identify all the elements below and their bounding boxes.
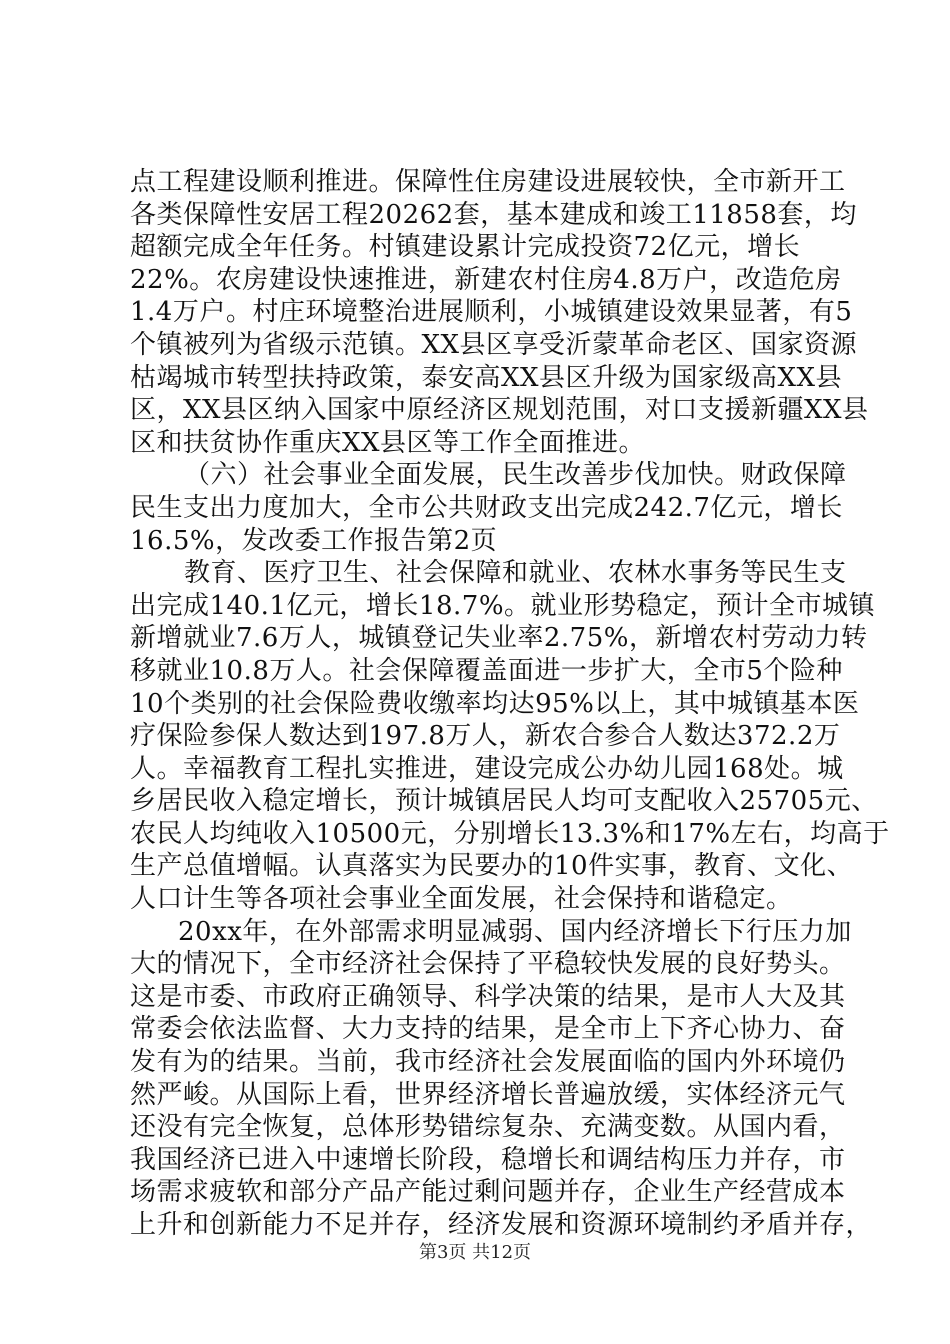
text-line: 点工程建设顺利推进。保障性住房建设进展较快，全市新开工 xyxy=(130,167,846,197)
text-line: 区，XX县区纳入国家中原经济区规划范围，对口支援新疆XX县 xyxy=(130,395,869,426)
text-line: 人口计生等各项社会事业全面发展，社会保持和谐稳定。 xyxy=(130,884,793,915)
text-line: 我国经济已进入中速增长阶段，稳增长和调结构压力并存，市 xyxy=(130,1144,846,1175)
text-line: 大的情况下，全市经济社会保持了平稳较快发展的良好势头。 xyxy=(130,949,846,980)
text-line: 疗保险参保人数达到197.8万人，新农合参合人数达372.2万 xyxy=(130,721,841,752)
section-heading-line: （六）社会事业全面发展，民生改善步伐加快。财政保障 xyxy=(184,460,847,491)
text-line: 人。幸福教育工程扎实推进，建设完成公办幼儿园168处。城 xyxy=(130,753,844,784)
text-line: 农民人均纯收入10500元，分别增长13.3%和17%左右，均高于 xyxy=(130,818,890,849)
text-line: 各类保障性安居工程20262套，基本建成和竣工11858套，均 xyxy=(130,199,857,230)
text-line: 1.4万户。村庄环境整治进展顺利，小城镇建设效果显著，有5 xyxy=(130,297,853,328)
text-line: 民生支出力度加大，全市公共财政支出完成242.7亿元，增长 xyxy=(130,492,843,523)
text-line: 这是市委、市政府正确领导、科学决策的结果，是市人大及其 xyxy=(130,981,846,1012)
text-line: 新增就业7.6万人，城镇登记失业率2.75%，新增农村劳动力转 xyxy=(130,623,868,654)
text-line: 出完成140.1亿元，增长18.7%。就业形势稳定，预计全市城镇 xyxy=(130,590,876,621)
text-line: 10个类别的社会保险费收缴率均达95%以上，其中城镇基本医 xyxy=(130,688,860,719)
text-line: 生产总值增幅。认真落实为民要办的10件实事，教育、文化、 xyxy=(130,851,854,882)
text-line: 然严峻。从国际上看，世界经济增长普遍放缓，实体经济元气 xyxy=(130,1079,846,1110)
text-line: 超额完成全年任务。村镇建设累计完成投资72亿元，增长 xyxy=(130,232,801,263)
text-line: 常委会依法监督、大力支持的结果，是全市上下齐心协力、奋 xyxy=(130,1014,846,1045)
text-line: 区和扶贫协作重庆XX县区等工作全面推进。 xyxy=(130,427,646,458)
text-line: 移就业10.8万人。社会保障覆盖面进一步扩大，全市5个险种 xyxy=(130,655,843,686)
paragraph-start-line: 20xx年，在外部需求明显减弱、国内经济增长下行压力加 xyxy=(178,916,852,947)
text-line: 发有为的结果。当前，我市经济社会发展面临的国内外环境仍 xyxy=(130,1047,846,1078)
text-line: 16.5%，发改委工作报告第2页 xyxy=(130,525,498,556)
text-line: 上升和创新能力不足并存，经济发展和资源环境制约矛盾并存， xyxy=(130,1210,873,1240)
body-text xyxy=(130,166,890,1242)
text-line: 22%。农房建设快速推进，新建农村住房4.8万户，改造危房 xyxy=(130,264,842,295)
text-line: 枯竭城市转型扶持政策，泰安高XX县区升级为国家级高XX县 xyxy=(130,362,843,393)
text-line: 还没有完全恢复，总体形势错综复杂、充满变数。从国内看， xyxy=(130,1112,846,1143)
text-line: 场需求疲软和部分产品产能过剩问题并存，企业生产经营成本 xyxy=(130,1177,846,1208)
paragraph-start-line: 教育、医疗卫生、社会保障和就业、农林水事务等民生支 xyxy=(184,558,847,589)
page-number-footer: 第3页 共12页 xyxy=(418,1242,532,1263)
text-line: 乡居民收入稳定增长，预计城镇居民人均可支配收入25705元、 xyxy=(130,786,878,817)
text-line: 个镇被列为省级示范镇。XX县区享受沂蒙革命老区、国家资源 xyxy=(130,329,858,360)
